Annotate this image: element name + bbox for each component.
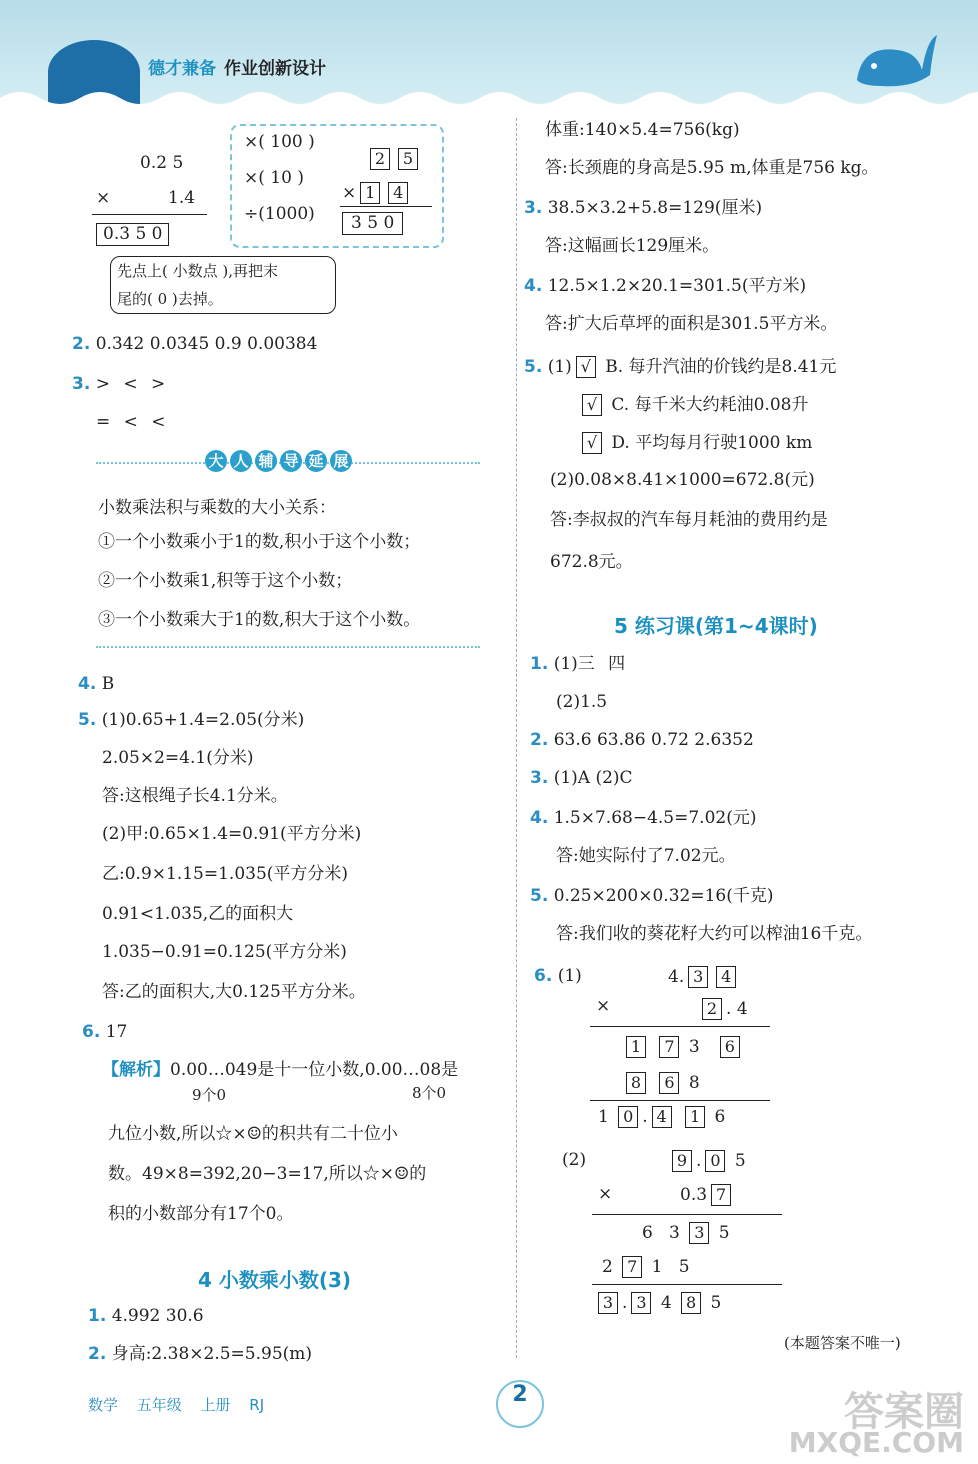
q5-line: (1)0.65+1.4=2.05(分米) xyxy=(101,710,305,730)
check-icon: √ xyxy=(582,394,602,416)
r-q5-answer-2: 672.8元。 xyxy=(550,552,633,572)
analysis-line: 0.00…049是十一位小数,0.00…08是 xyxy=(170,1060,459,1080)
check-icon: √ xyxy=(576,356,596,378)
q3-answer-a: > < > xyxy=(95,374,166,394)
calc-a: 0.2 5 xyxy=(140,153,184,173)
q3-answer-b: = < < xyxy=(96,412,166,432)
box: 4 xyxy=(388,182,408,204)
r5-q5: 0.25×200×0.32=16(千克) xyxy=(553,886,774,906)
ext-line: ①一个小数乘小于1的数,积小于这个小数； xyxy=(98,532,421,552)
calc-result: 0.3 5 0 xyxy=(96,223,169,246)
column-divider xyxy=(516,118,517,1358)
ext-line: ②一个小数乘1,积等于这个小数； xyxy=(98,571,353,591)
mult-line xyxy=(590,1026,770,1027)
r-q5-b: B. 每升汽油的价钱约是8.41元 xyxy=(605,357,837,377)
calc-times-2: × xyxy=(342,183,357,203)
r5-q2: 63.6 63.86 0.72 2.6352 xyxy=(553,730,754,750)
calc-line-2 xyxy=(340,206,432,207)
calc-op-2: ×( 10 ) xyxy=(244,168,304,188)
section-title-4: 4 小数乘小数(3) xyxy=(198,1268,352,1292)
box: 5 xyxy=(398,148,418,170)
r-q5-2: (2)0.08×8.41×1000=672.8(元) xyxy=(550,470,815,490)
watermark-url: MXQE.COM xyxy=(788,1426,964,1459)
r-line: 答:长颈鹿的身高是5.95 m,体重是756 kg。 xyxy=(545,158,879,178)
mult-line xyxy=(590,1100,770,1101)
ext-separator-bottom xyxy=(96,646,480,648)
calc-note: 先点上( 小数点 ),再把末 尾的( 0 )去掉。 xyxy=(110,256,336,314)
r-q5-d: D. 平均每月行驶1000 km xyxy=(611,433,813,453)
q4-answer: B xyxy=(101,674,115,694)
r5-q1b: (2)1.5 xyxy=(556,692,608,712)
calc-op-3: ÷(1000) xyxy=(244,204,315,224)
r-q3-answer: 答:这幅画长129厘米。 xyxy=(545,236,720,256)
answer-note: (本题答案不唯一) xyxy=(784,1334,901,1352)
q5-line: (2)甲:0.65×1.4=0.91(平方分米) xyxy=(102,824,362,844)
calc-times: × xyxy=(96,188,111,208)
extension-tag: 大 人 辅 导 延 展 xyxy=(205,450,355,472)
q5-line: 乙:0.9×1.15=1.035(平方分米) xyxy=(102,864,349,884)
r5-q4: 1.5×7.68−4.5=7.02(元) xyxy=(553,808,757,828)
analysis-line: 积的小数部分有17个0。 xyxy=(108,1204,294,1224)
analysis-underbrace-1: 9个0 xyxy=(192,1086,227,1104)
box: 1 xyxy=(360,182,380,204)
r-q5-c: C. 每千米大约耗油0.08升 xyxy=(611,395,809,415)
ext-line: 小数乘法积与乘数的大小关系： xyxy=(98,498,336,518)
s4-q2-answer: 身高:2.38×2.5=5.95(m) xyxy=(111,1344,313,1364)
s4-q1-answer: 4.992 30.6 xyxy=(111,1306,204,1326)
page-header xyxy=(0,0,978,110)
calc-box-result: 3 5 0 xyxy=(342,212,403,235)
analysis-line: 数。49×8=392,20−3=17,所以☆×☺的 xyxy=(108,1164,427,1184)
calc-b: 1.4 xyxy=(168,188,196,208)
r5-q5-answer: 答:我们收的葵花籽大约可以榨油16千克。 xyxy=(556,924,873,944)
box: 2 xyxy=(370,148,390,170)
mult-line xyxy=(592,1214,782,1215)
r5-q3: (1)A (2)C xyxy=(553,768,633,788)
calc-op-1: ×( 100 ) xyxy=(244,132,315,152)
r-line: 体重:140×5.4=756(kg) xyxy=(545,120,740,140)
section-title-5: 5 练习课(第1~4课时) xyxy=(614,614,818,638)
wave-decoration xyxy=(0,86,978,110)
analysis-label: 【解析】 xyxy=(102,1060,170,1080)
r-q5-answer: 答:李叔叔的汽车每月耗油的费用约是 xyxy=(550,510,828,530)
q5-line: 0.91<1.035,乙的面积大 xyxy=(102,904,294,924)
r-q4: 12.5×1.2×20.1=301.5(平方米) xyxy=(547,276,807,296)
r5-q4-answer: 答:她实际付了7.02元。 xyxy=(556,846,736,866)
r5-q1a: (1)三 四 xyxy=(553,654,626,674)
mult-line xyxy=(592,1284,782,1285)
whale-icon xyxy=(852,30,942,90)
footer-subject: 数学 五年级 上册 RJ xyxy=(88,1396,265,1414)
analysis-line: 九位小数,所以☆×☺的积共有二十位小 xyxy=(108,1124,398,1144)
analysis-underbrace-2: 8个0 xyxy=(412,1084,447,1102)
check-icon: √ xyxy=(582,432,602,454)
q5-line: 答:乙的面积大,大0.125平方分米。 xyxy=(102,982,366,1002)
r-q3: 38.5×3.2+5.8=129(厘米) xyxy=(547,198,763,218)
calc-line xyxy=(92,214,207,215)
r-q4-answer: 答:扩大后草坪的面积是301.5平方米。 xyxy=(545,314,838,334)
q5-line: 答:这根绳子长4.1分米。 xyxy=(102,786,288,806)
page-number: 2 xyxy=(496,1380,544,1428)
q6-answer: 17 xyxy=(105,1022,128,1042)
q5-line: 2.05×2=4.1(分米) xyxy=(102,748,254,768)
brand-title: 德才兼备 作业创新设计 xyxy=(148,59,326,79)
ext-line: ③一个小数乘大于1的数,积大于这个小数。 xyxy=(98,610,421,630)
watermark: 答案圈 xyxy=(844,1389,964,1435)
q5-line: 1.035−0.91=0.125(平方分米) xyxy=(102,942,347,962)
q2-answer: 0.342 0.0345 0.9 0.00384 xyxy=(95,334,318,354)
